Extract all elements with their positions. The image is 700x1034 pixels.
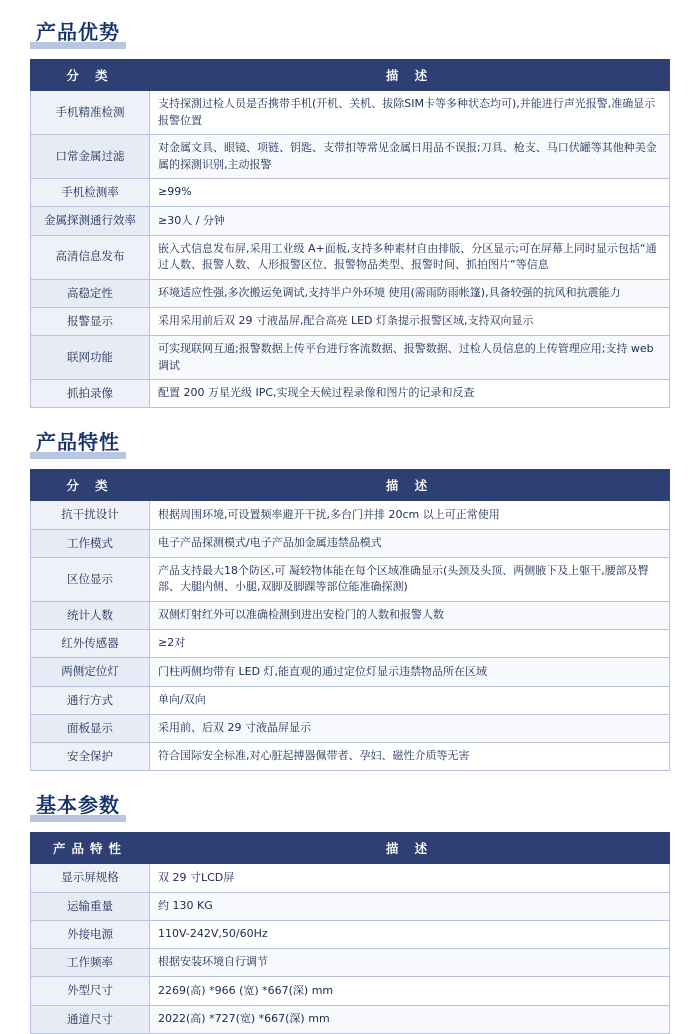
cell-category: 手机精准检测 — [31, 91, 150, 135]
table-row — [31, 235, 670, 279]
section-title: 基本参数 — [36, 793, 120, 818]
section-title: 产品特性 — [36, 430, 120, 455]
cell-category: 面板显示 — [31, 714, 150, 742]
table-product-advantages — [30, 59, 670, 408]
cell-category: 口常金属过滤 — [31, 135, 150, 179]
cell-description: 对金属文具、眼镜、项链、钥匙、支带扣等常见金属日用品不误报;刀具、枪支、马口伏罐等其他种美金属的探測识别,主动报警 — [150, 135, 670, 179]
cell-description: 单向/双向 — [150, 686, 670, 714]
table-row — [31, 949, 670, 977]
table-row — [31, 658, 670, 686]
cell-description: ≥99% — [150, 179, 670, 207]
table-basic-parameters — [30, 832, 670, 1034]
cell-description: 嵌入式信息发布屏,采用工业级 A+面板,支持多种素材自由排版、分区显示;可在屏幕上同时显示包括“通过人数、报警人数、人形报警区位、报警物品类型、报警时间、抓拍图片”等信息 — [150, 235, 670, 279]
header-category: 产品特性 — [31, 833, 150, 864]
cell-category: 外型尺寸 — [31, 977, 150, 1005]
section-title: 产品优势 — [36, 20, 120, 44]
cell-category: 运输重量 — [31, 892, 150, 920]
section-title-wrap — [30, 14, 126, 49]
cell-category: 外接电源 — [31, 920, 150, 948]
cell-description: 环境适应性强,多次搬运免调试,支持半户外环境 使用(需雨防雨帐篷),具备较强的抗风和抗震能力 — [150, 279, 670, 307]
table-row — [31, 714, 670, 742]
cell-category: 报警显示 — [31, 307, 150, 335]
section-product-features — [30, 424, 670, 771]
cell-description: 110V-242V,50/60Hz — [150, 920, 670, 948]
cell-category: 工作频率 — [31, 949, 150, 977]
section-title-wrap — [30, 424, 126, 459]
cell-description: 支持探測过检人员是否携带手机(开机、关机、拔除SIM卡等多种状态均可),并能进行声光报警,准确显示报警位置 — [150, 91, 670, 135]
cell-category: 统计人数 — [31, 601, 150, 629]
section-basic-parameters — [30, 787, 670, 1034]
table-header-row — [31, 470, 670, 501]
table-header-row — [31, 833, 670, 864]
cell-description: 双 29 寸LCD屏 — [150, 864, 670, 892]
table-row — [31, 179, 670, 207]
table-row — [31, 977, 670, 1005]
cell-category: 金属探测通行效率 — [31, 207, 150, 235]
table-row — [31, 920, 670, 948]
cell-description: 根据周围环境,可设置频率避开干扰,多台门并排 20cm 以上可正常使用 — [150, 501, 670, 529]
table-row — [31, 279, 670, 307]
table-row — [31, 1005, 670, 1033]
table-row — [31, 557, 670, 601]
cell-category: 高清信息发布 — [31, 235, 150, 279]
cell-description: ≥2对 — [150, 630, 670, 658]
cell-category: 显示屏规格 — [31, 864, 150, 892]
header-category: 分 类 — [31, 60, 150, 91]
cell-description: 符合国际安全标准,对心脏起搏器佩带者、孕妇、磁性介质等无害 — [150, 743, 670, 771]
table-row — [31, 529, 670, 557]
cell-description: 采用前、后双 29 寸液晶屏显示 — [150, 714, 670, 742]
cell-description: 根据安装环境自行调节 — [150, 949, 670, 977]
table-row — [31, 686, 670, 714]
cell-category: 通道尺寸 — [31, 1005, 150, 1033]
cell-category: 工作模式 — [31, 529, 150, 557]
cell-category: 区位显示 — [31, 557, 150, 601]
cell-description: 采用采用前后双 29 寸液晶屏,配合高亮 LED 灯条提示报警区域,支持双向显示 — [150, 307, 670, 335]
section-title-wrap — [30, 787, 126, 822]
cell-category: 抓拍录像 — [31, 380, 150, 408]
cell-category: 手机检测率 — [31, 179, 150, 207]
cell-category: 红外传感器 — [31, 630, 150, 658]
table-row — [31, 501, 670, 529]
table-row — [31, 307, 670, 335]
table-row — [31, 135, 670, 179]
header-description: 描 述 — [150, 60, 670, 91]
table-row — [31, 380, 670, 408]
cell-category: 两侧定位灯 — [31, 658, 150, 686]
section-product-advantages — [30, 14, 670, 408]
header-description: 描 述 — [150, 470, 670, 501]
cell-description: 约 130 KG — [150, 892, 670, 920]
cell-description: 2269(高) *966 (宽) *667(深) mm — [150, 977, 670, 1005]
table-product-features — [30, 469, 670, 771]
table-header-row — [31, 60, 670, 91]
cell-description: 门柱两侧均带有 LED 灯,能直观的通过定位灯显示违禁物品所在区域 — [150, 658, 670, 686]
cell-category: 高稳定性 — [31, 279, 150, 307]
cell-description: 配置 200 万星光级 IPC,实现全天候过程录像和图片的记录和反查 — [150, 380, 670, 408]
cell-category: 联网功能 — [31, 336, 150, 380]
table-row — [31, 743, 670, 771]
cell-category: 抗干扰设计 — [31, 501, 150, 529]
cell-category: 通行方式 — [31, 686, 150, 714]
table-row — [31, 601, 670, 629]
cell-description: ≥30人 / 分钟 — [150, 207, 670, 235]
cell-description: 2022(高) *727(宽) *667(深) mm — [150, 1005, 670, 1033]
cell-description: 双侧灯射红外可以准确检测到进出安检门的人数和报警人数 — [150, 601, 670, 629]
table-row — [31, 91, 670, 135]
table-row — [31, 336, 670, 380]
table-row — [31, 892, 670, 920]
cell-description: 电子产品探测模式/电子产品加金属违禁品模式 — [150, 529, 670, 557]
cell-description: 产品支持最大18个防区,可 凝较物体能在每个区域准确显示(头颈及头顶、两侧腋下及上躯干,腰部及臀部、大腿内侧、小腿,双脚及脚踝等部位能准确探测) — [150, 557, 670, 601]
table-row — [31, 630, 670, 658]
header-category: 分 类 — [31, 470, 150, 501]
cell-category: 安全保护 — [31, 743, 150, 771]
cell-description: 可实现联网互通;报警数据上传平台进行客流数据、报警数据、过检人员信息的上传管理应用;支持 web 调试 — [150, 336, 670, 380]
table-row — [31, 207, 670, 235]
table-row — [31, 864, 670, 892]
header-description: 描 述 — [150, 833, 670, 864]
